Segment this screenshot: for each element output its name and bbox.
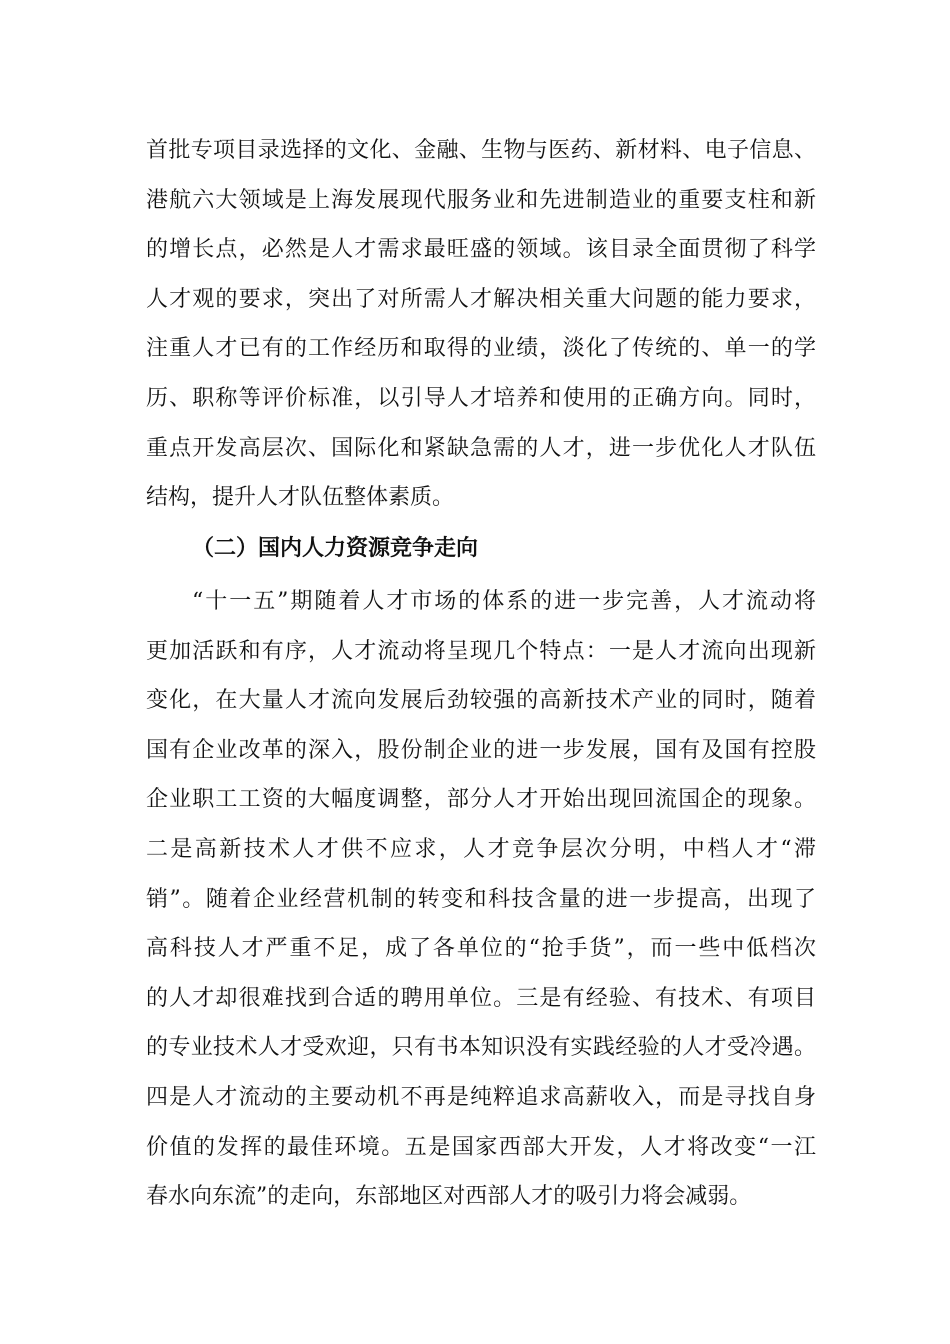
paragraph-talent-flow [146,577,816,1222]
paragraph-talent-catalog [146,126,816,523]
paragraph-line: 人才观的要求，突出了对所需人才解决相关重大问题的能力要求， [146,286,816,312]
paragraph-line: 销”。随着企业经营机制的转变和科技含量的进一步提高，出现了 [146,886,816,912]
paragraph-line: 首批专项目录选择的文化、金融、生物与医药、新材料、电子信息、 [146,138,816,163]
paragraph-line: 二是高新技术人才供不应求，人才竞争层次分明，中档人才“滞 [146,836,816,862]
paragraph-line: 结构，提升人才队伍整体素质。 [146,485,455,511]
paragraph-line: 重点开发高层次、国际化和紧缺急需的人才，进一步优化人才队伍 [146,435,816,461]
paragraph-line: 注重人才已有的工作经历和取得的业绩，淡化了传统的、单一的学 [146,336,816,362]
paragraph-line: 春水向东流”的走向，东部地区对西部人才的吸引力将会减弱。 [146,1184,752,1210]
paragraph-line: 的人才却很难找到合适的聘用单位。三是有经验、有技术、有项目 [146,985,816,1011]
paragraph-line: 企业职工工资的大幅度调整，部分人才开始出现回流国企的现象。 [146,787,816,813]
paragraph-line: 四是人才流动的主要动机不再是纯粹追求高薪收入，而是寻找自身 [146,1084,816,1110]
paragraph-line: 国有企业改革的深入，股份制企业的进一步发展，国有及国有控股 [146,737,816,763]
paragraph-line: 的专业技术人才受欢迎，只有书本知识没有实践经验的人才受冷遇。 [146,1035,816,1061]
paragraph-line: 变化，在大量人才流向发展后劲较强的高新技术产业的同时，随着 [146,688,816,714]
paragraph-line: 历、职称等评价标准，以引导人才培养和使用的正确方向。同时， [146,385,816,411]
paragraph-line: 港航六大领域是上海发展现代服务业和先进制造业的重要支柱和新 [146,187,816,213]
paragraph-line: “十一五”期随着人才市场的体系的进一步完善，人才流动将 [192,589,816,614]
paragraph-line: 价值的发挥的最佳环境。五是国家西部大开发，人才将改变“一江 [146,1134,816,1160]
paragraph-line: 更加活跃和有序，人才流动将呈现几个特点：一是人才流向出现新 [146,638,816,664]
section-heading: （二）国内人力资源竞争走向 [192,536,479,561]
paragraph-line: 的增长点，必然是人才需求最旺盛的领域。该目录全面贯彻了科学 [146,237,816,263]
paragraph-line: 高科技人才严重不足，成了各单位的“抢手货”，而一些中低档次 [146,936,816,962]
